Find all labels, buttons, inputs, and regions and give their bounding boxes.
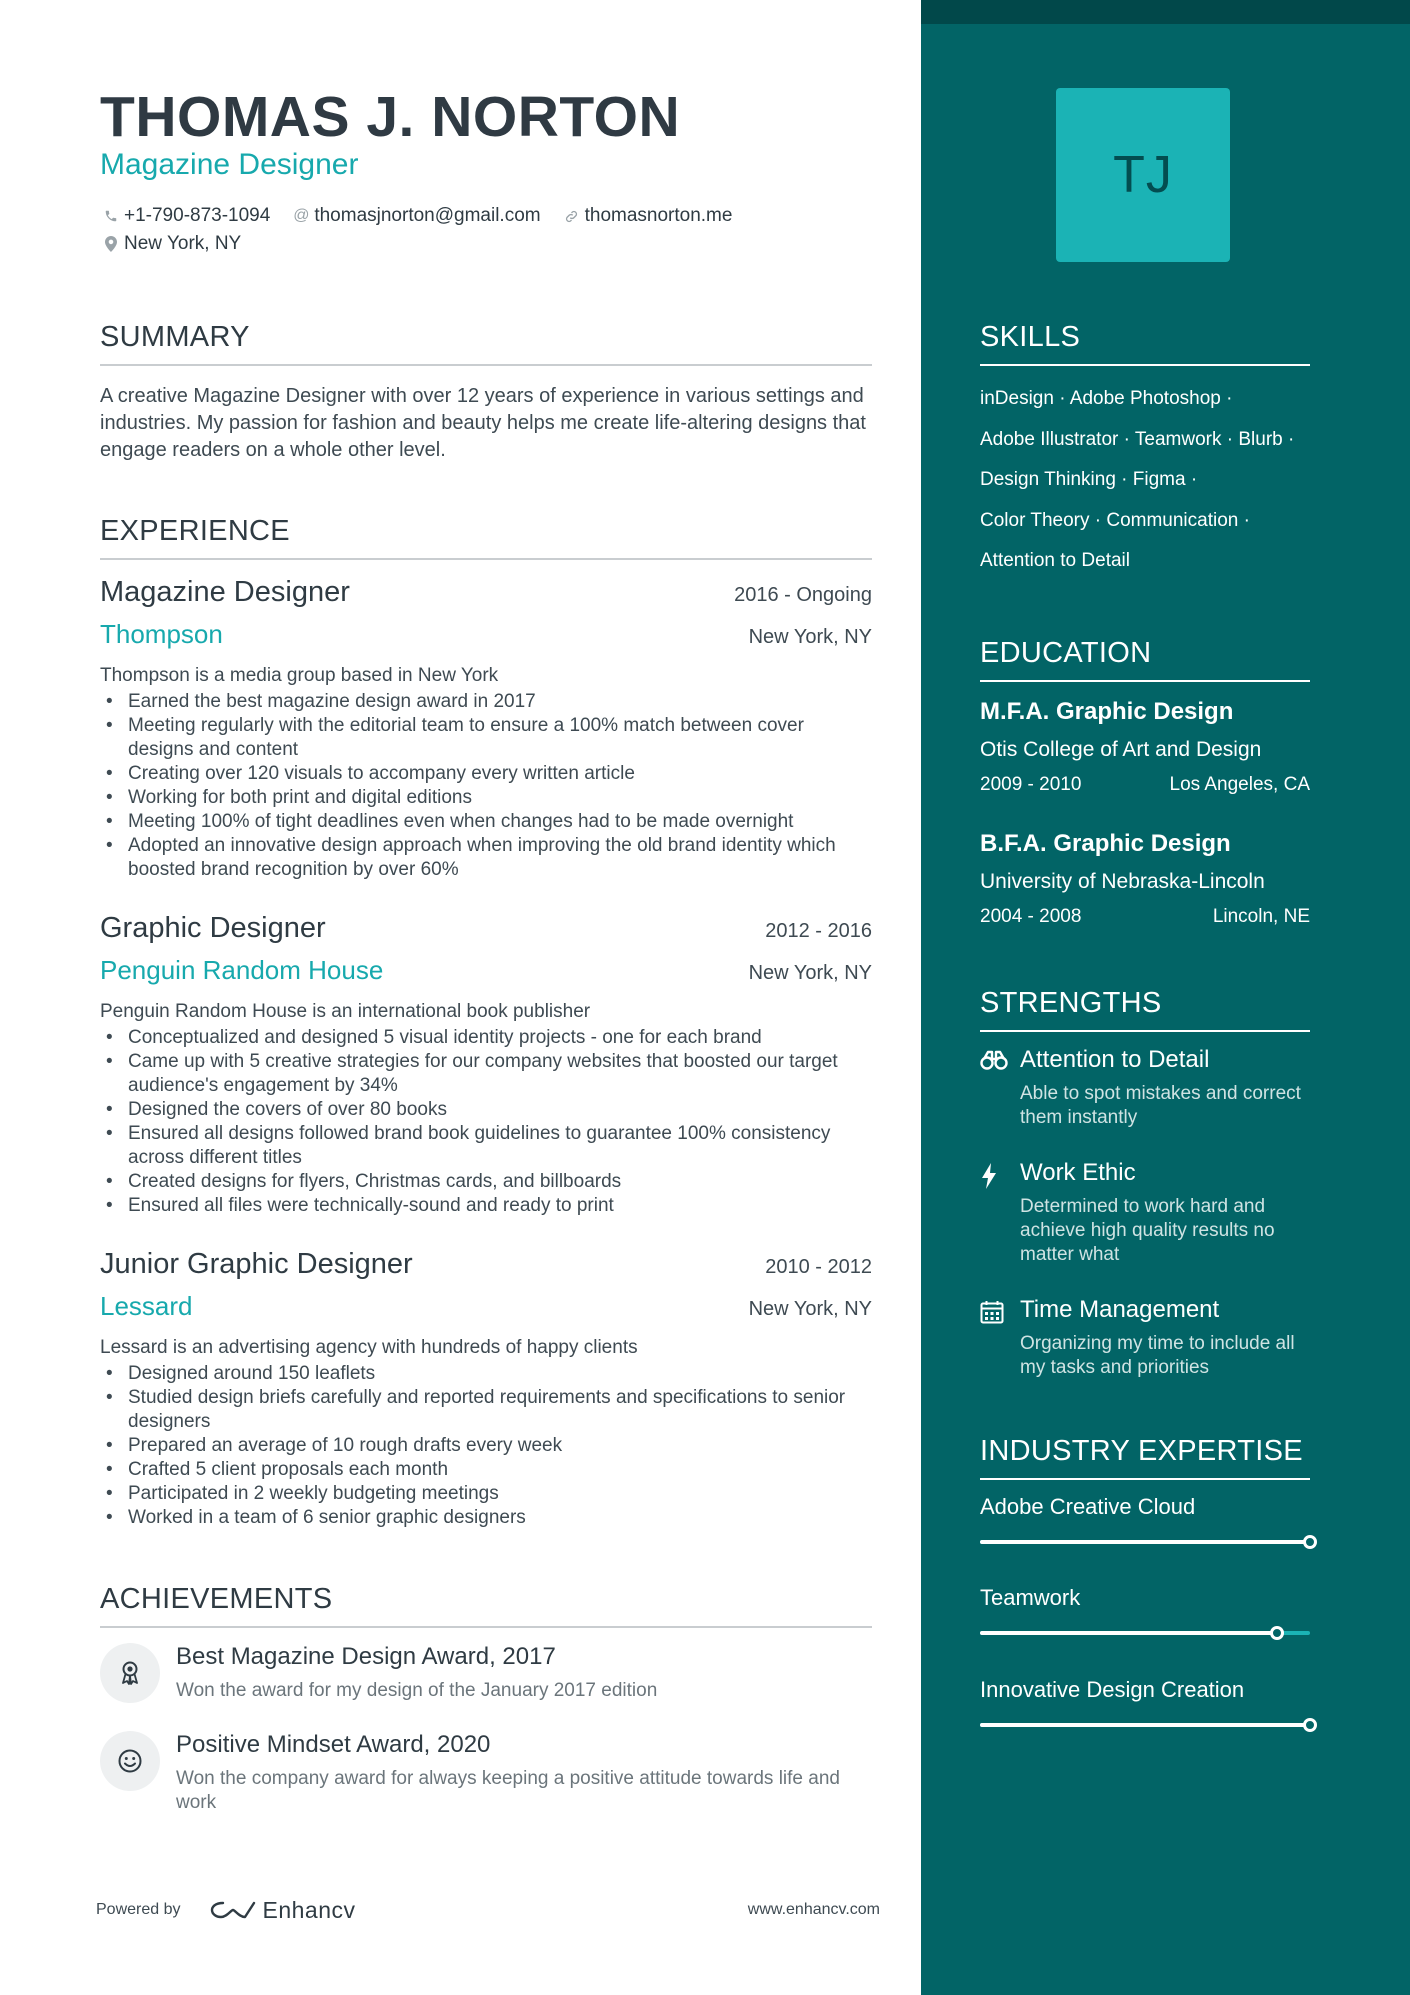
expertise-bar [980,1723,1310,1727]
job-role: Junior Graphic Designer [100,1248,413,1280]
expertise-item [980,1494,1310,1544]
job-company: Penguin Random House [100,955,384,985]
achievement-title: Positive Mindset Award, 2020 [176,1731,491,1758]
job-bullet: • Conceptualized and designed 5 visual identity projects - one for each brand [100,1026,872,1050]
job-company: Thompson [100,619,223,649]
job-entry [100,1248,872,1530]
job-bullet: • Ensured all files were technically-sound and ready to print [100,1194,872,1218]
enhancv-brand: Enhancv [262,1896,356,1923]
expertise-bar-knob [1303,1535,1317,1549]
job-entry [100,912,872,1218]
contact-info [100,202,880,258]
job-location: New York, NY [748,626,872,648]
job-dates: 2012 - 2016 [765,920,872,942]
job-bullet: • Adopted an innovative design approach when improving the old brand identity which boosted brand recognition by over 60% [100,834,872,882]
education-dates: 2009 - 2010 [980,774,1082,795]
job-role: Graphic Designer [100,912,326,944]
achievements-heading: ACHIEVEMENTS [100,1583,872,1628]
expertise-item [980,1677,1310,1727]
at-icon: @ [293,207,310,224]
achievement-description: Won the company award for always keeping a positive attitude towards life and work [176,1768,840,1813]
website-contact[interactable] [561,205,733,227]
powered-by [96,1897,356,1924]
job-description: Thompson is a media group based in New York [100,665,499,686]
summary-text: A creative Magazine Designer with over 12 years of experience in various settings and industries. My passion for fashion and beauty helps me create life-altering designs that engage readers on a whole other level. [100,385,866,461]
strength-title: Attention to Detail [1020,1046,1210,1073]
skills-list [980,379,1320,582]
expertise-bar-fill [980,1631,1277,1635]
achievement-item [100,1643,872,1703]
phone-contact[interactable] [100,205,270,227]
expertise-bar-fill [980,1540,1310,1544]
enhancv-site-link[interactable]: www.enhancv.com [747,1901,880,1918]
email-text: thomasjnorton@gmail.com [314,205,541,226]
strength-item [980,1296,1320,1380]
job-bullet: • Ensured all designs followed brand book guidelines to guarantee 100% consistency across different titles [100,1122,872,1170]
job-bullets [100,690,872,882]
expertise-item [980,1585,1310,1635]
job-bullet: • Working for both print and digital editions [100,786,872,810]
summary-heading: SUMMARY [100,321,872,366]
job-location: New York, NY [748,962,872,984]
job-entry [100,576,872,882]
achievement-description: Won the award for my design of the January 2017 edition [176,1680,658,1701]
job-description: Penguin Random House is an international book publisher [100,1001,591,1022]
sidebar-top-band [921,0,1410,24]
job-bullet: • Designed the covers of over 80 books [100,1098,872,1122]
skills-line: Adobe Illustrator · Teamwork · Blurb · [980,428,1295,450]
binoculars-icon [980,1046,1020,1130]
strength-description: Able to spot mistakes and correct them instantly [1020,1083,1301,1128]
candidate-name: THOMAS J. NORTON [100,85,681,149]
location-pin-icon [100,236,122,252]
expertise-bar [980,1540,1310,1544]
phone-text: +1-790-873-1094 [124,205,271,226]
expertise-label: Teamwork [980,1585,1081,1610]
strength-description: Determined to work hard and achieve high quality results no matter what [1020,1196,1275,1265]
location-text: New York, NY [124,233,242,254]
education-degree: M.F.A. Graphic Design [980,698,1234,725]
website-text: thomasnorton.me [584,205,733,226]
job-bullet: • Earned the best magazine design award in 2017 [100,690,872,714]
job-bullet: • Came up with 5 creative strategies for our company websites that boosted our target audience's engagement by 34% [100,1050,872,1098]
job-bullet: • Worked in a team of 6 senior graphic designers [100,1506,872,1530]
expertise-label: Adobe Creative Cloud [980,1494,1196,1519]
achievement-title: Best Magazine Design Award, 2017 [176,1643,556,1670]
smiley-icon [100,1731,160,1791]
job-description: Lessard is an advertising agency with hundreds of happy clients [100,1337,638,1358]
education-dates: 2004 - 2008 [980,906,1082,927]
job-dates: 2016 - Ongoing [734,584,872,606]
job-bullet: • Prepared an average of 10 rough drafts every week [100,1434,872,1458]
expertise-bar [980,1631,1310,1635]
job-dates: 2010 - 2012 [765,1256,872,1278]
link-icon [561,209,583,224]
education-item [980,698,1310,796]
achievement-item [100,1731,872,1815]
email-contact[interactable] [290,205,540,227]
experience-heading: EXPERIENCE [100,515,872,560]
skills-line: Design Thinking · Figma · [980,469,1198,490]
education-location: Los Angeles, CA [1169,774,1310,795]
job-company: Lessard [100,1291,193,1321]
phone-icon [100,209,122,223]
powered-by-label: Powered by [96,1901,181,1918]
strength-item [980,1046,1320,1130]
enhancv-logo-icon [209,1899,257,1921]
expertise-bar-knob [1303,1718,1317,1732]
job-bullet: • Created designs for flyers, Christmas cards, and billboards [100,1170,872,1194]
strength-title: Work Ethic [1020,1159,1136,1186]
education-location: Lincoln, NE [1212,906,1310,927]
calendar-icon [980,1296,1020,1380]
skills-line: Color Theory · Communication · [980,509,1250,531]
job-bullet: • Studied design briefs carefully and reported requirements and specifications to senior designers [100,1386,872,1434]
strength-description: Organizing my time to include all my tasks and priorities [1020,1333,1295,1378]
skills-line: inDesign · Adobe Photoshop · [980,388,1233,409]
expertise-bar-fill [980,1723,1310,1727]
job-bullet: • Crafted 5 client proposals each month [100,1458,872,1482]
strength-item [980,1159,1320,1267]
candidate-title: Magazine Designer [100,148,359,181]
location-contact [100,233,241,255]
job-bullets [100,1026,872,1218]
job-bullet: • Meeting regularly with the editorial team to ensure a 100% match between cover designs and content [100,714,872,762]
avatar: TJ [1056,88,1230,262]
strengths-heading: STRENGTHS [980,987,1310,1032]
education-school: University of Nebraska-Lincoln [980,870,1265,893]
sidebar [921,0,1410,1995]
job-bullet: • Designed around 150 leaflets [100,1362,872,1386]
skills-line: Attention to Detail [980,550,1130,571]
job-location: New York, NY [748,1298,872,1320]
job-bullet: • Participated in 2 weekly budgeting meetings [100,1482,872,1506]
education-item [980,830,1310,928]
award-ribbon-icon [100,1643,160,1703]
education-degree: B.F.A. Graphic Design [980,830,1231,857]
enhancv-logo[interactable] [209,1897,356,1924]
footer [96,1895,880,1925]
skills-heading: SKILLS [980,321,1310,366]
lightning-icon [980,1159,1020,1267]
education-heading: EDUCATION [980,637,1310,682]
job-bullets [100,1362,872,1530]
education-school: Otis College of Art and Design [980,738,1262,761]
job-bullet: • Creating over 120 visuals to accompany every written article [100,762,872,786]
expertise-bar-knob [1270,1626,1284,1640]
industry-expertise-heading: INDUSTRY EXPERTISE [980,1435,1310,1480]
expertise-label: Innovative Design Creation [980,1677,1245,1702]
job-bullet: • Meeting 100% of tight deadlines even when changes had to be made overnight [100,810,872,834]
job-role: Magazine Designer [100,576,350,608]
strength-title: Time Management [1020,1296,1220,1323]
